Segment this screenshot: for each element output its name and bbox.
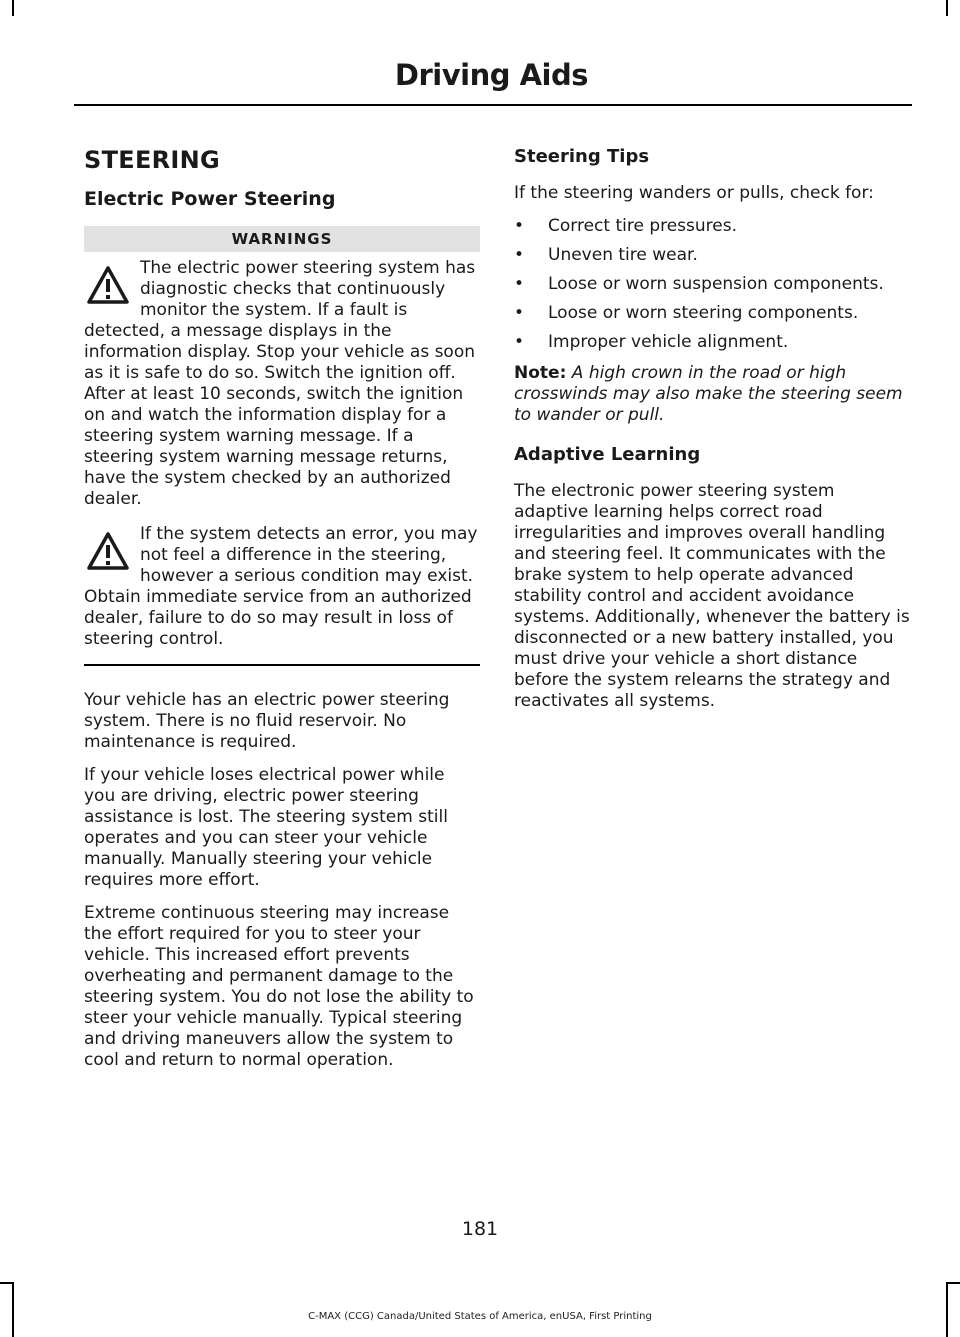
body-paragraph: If your vehicle loses electrical power while you are driving, electric power steering assistance is lost. The steering system still operates and you can steer your vehicle manually. Manually steering your vehicle requires more effort. bbox=[84, 765, 448, 890]
crop-mark-top-left-v bbox=[12, 0, 14, 16]
warning-item bbox=[84, 524, 480, 650]
note-text: A high crown in the road or high crosswinds may also make the steering seem to wander or pull. bbox=[514, 363, 903, 425]
section-title: STEERING bbox=[84, 146, 221, 174]
warnings-end-divider bbox=[84, 664, 480, 666]
note-label: Note: bbox=[514, 363, 567, 383]
note bbox=[514, 363, 910, 426]
warnings-heading: WARNINGS bbox=[84, 226, 480, 252]
list-item: • Loose or worn steering components. bbox=[514, 303, 910, 324]
crop-mark-top-right-v bbox=[946, 0, 948, 16]
subsection-title: Electric Power Steering bbox=[84, 188, 336, 210]
steering-tips-title: Steering Tips bbox=[514, 146, 650, 167]
page-number: 181 bbox=[461, 1218, 499, 1240]
body-paragraph: Your vehicle has an electric power steering system. There is no fluid reservoir. No maintenance is required. bbox=[84, 690, 450, 752]
left-column bbox=[84, 146, 480, 1083]
steering-tips-intro: If the steering wanders or pulls, check for: bbox=[514, 183, 874, 203]
body-paragraph: Extreme continuous steering may increase the effort required for you to steer your vehicle. This increased effort prevents overheating and permanent damage to the steering system. You do not lose the ability to steer your vehicle manually. Typical steering and driving maneuvers allow the system to cool and return to normal operation. bbox=[84, 903, 474, 1070]
warning-item bbox=[84, 258, 480, 510]
adaptive-learning-title: Adaptive Learning bbox=[514, 444, 701, 465]
right-column bbox=[514, 146, 910, 724]
adaptive-learning-text: The electronic power steering system adaptive learning helps correct road irregularities and improves overall handling and steering feel. It communicates with the brake system to help operate advanced stability control and accident avoidance systems. Additionally, whenever the battery is disconnected or a new battery installed, you must drive your vehicle a short distance before the system relearns the strategy and reactivates all systems. bbox=[514, 481, 910, 711]
crop-mark-bottom-left-h bbox=[0, 1282, 14, 1284]
warning-text: If the system detects an error, you may not feel a difference in the steering, however a serious condition may exist. Obtain immediate service from an authorized dealer, failure to do so may result in loss of steering control. bbox=[84, 524, 478, 649]
footer-text: C-MAX (CCG) Canada/United States of America, enUSA, First Printing bbox=[308, 1311, 652, 1322]
crop-mark-bottom-right-v bbox=[946, 1282, 948, 1337]
warning-triangle-icon bbox=[84, 526, 132, 578]
list-item: • Improper vehicle alignment. bbox=[514, 332, 910, 353]
page-header-title: Driving Aids bbox=[394, 58, 588, 92]
warning-text: The electric power steering system has diagnostic checks that continuously monitor the system. If a fault is detected, a message displays in the information display. Stop your vehicle as soon as it is safe to do so. Switch the ignition off. After at least 10 seconds, switch the ignition on and watch the information display for a steering system warning message. If a steering system warning message returns, have the system checked by an authorized dealer. bbox=[84, 258, 476, 509]
list-item: • Uneven tire wear. bbox=[514, 245, 910, 266]
warning-triangle-icon bbox=[84, 260, 132, 312]
list-item: • Correct tire pressures. bbox=[514, 216, 910, 237]
list-item: • Loose or worn suspension components. bbox=[514, 274, 910, 295]
crop-mark-bottom-left-v bbox=[12, 1282, 14, 1337]
steering-tips-list bbox=[514, 216, 910, 353]
header-divider bbox=[74, 104, 912, 106]
crop-mark-bottom-right-h bbox=[946, 1282, 960, 1284]
